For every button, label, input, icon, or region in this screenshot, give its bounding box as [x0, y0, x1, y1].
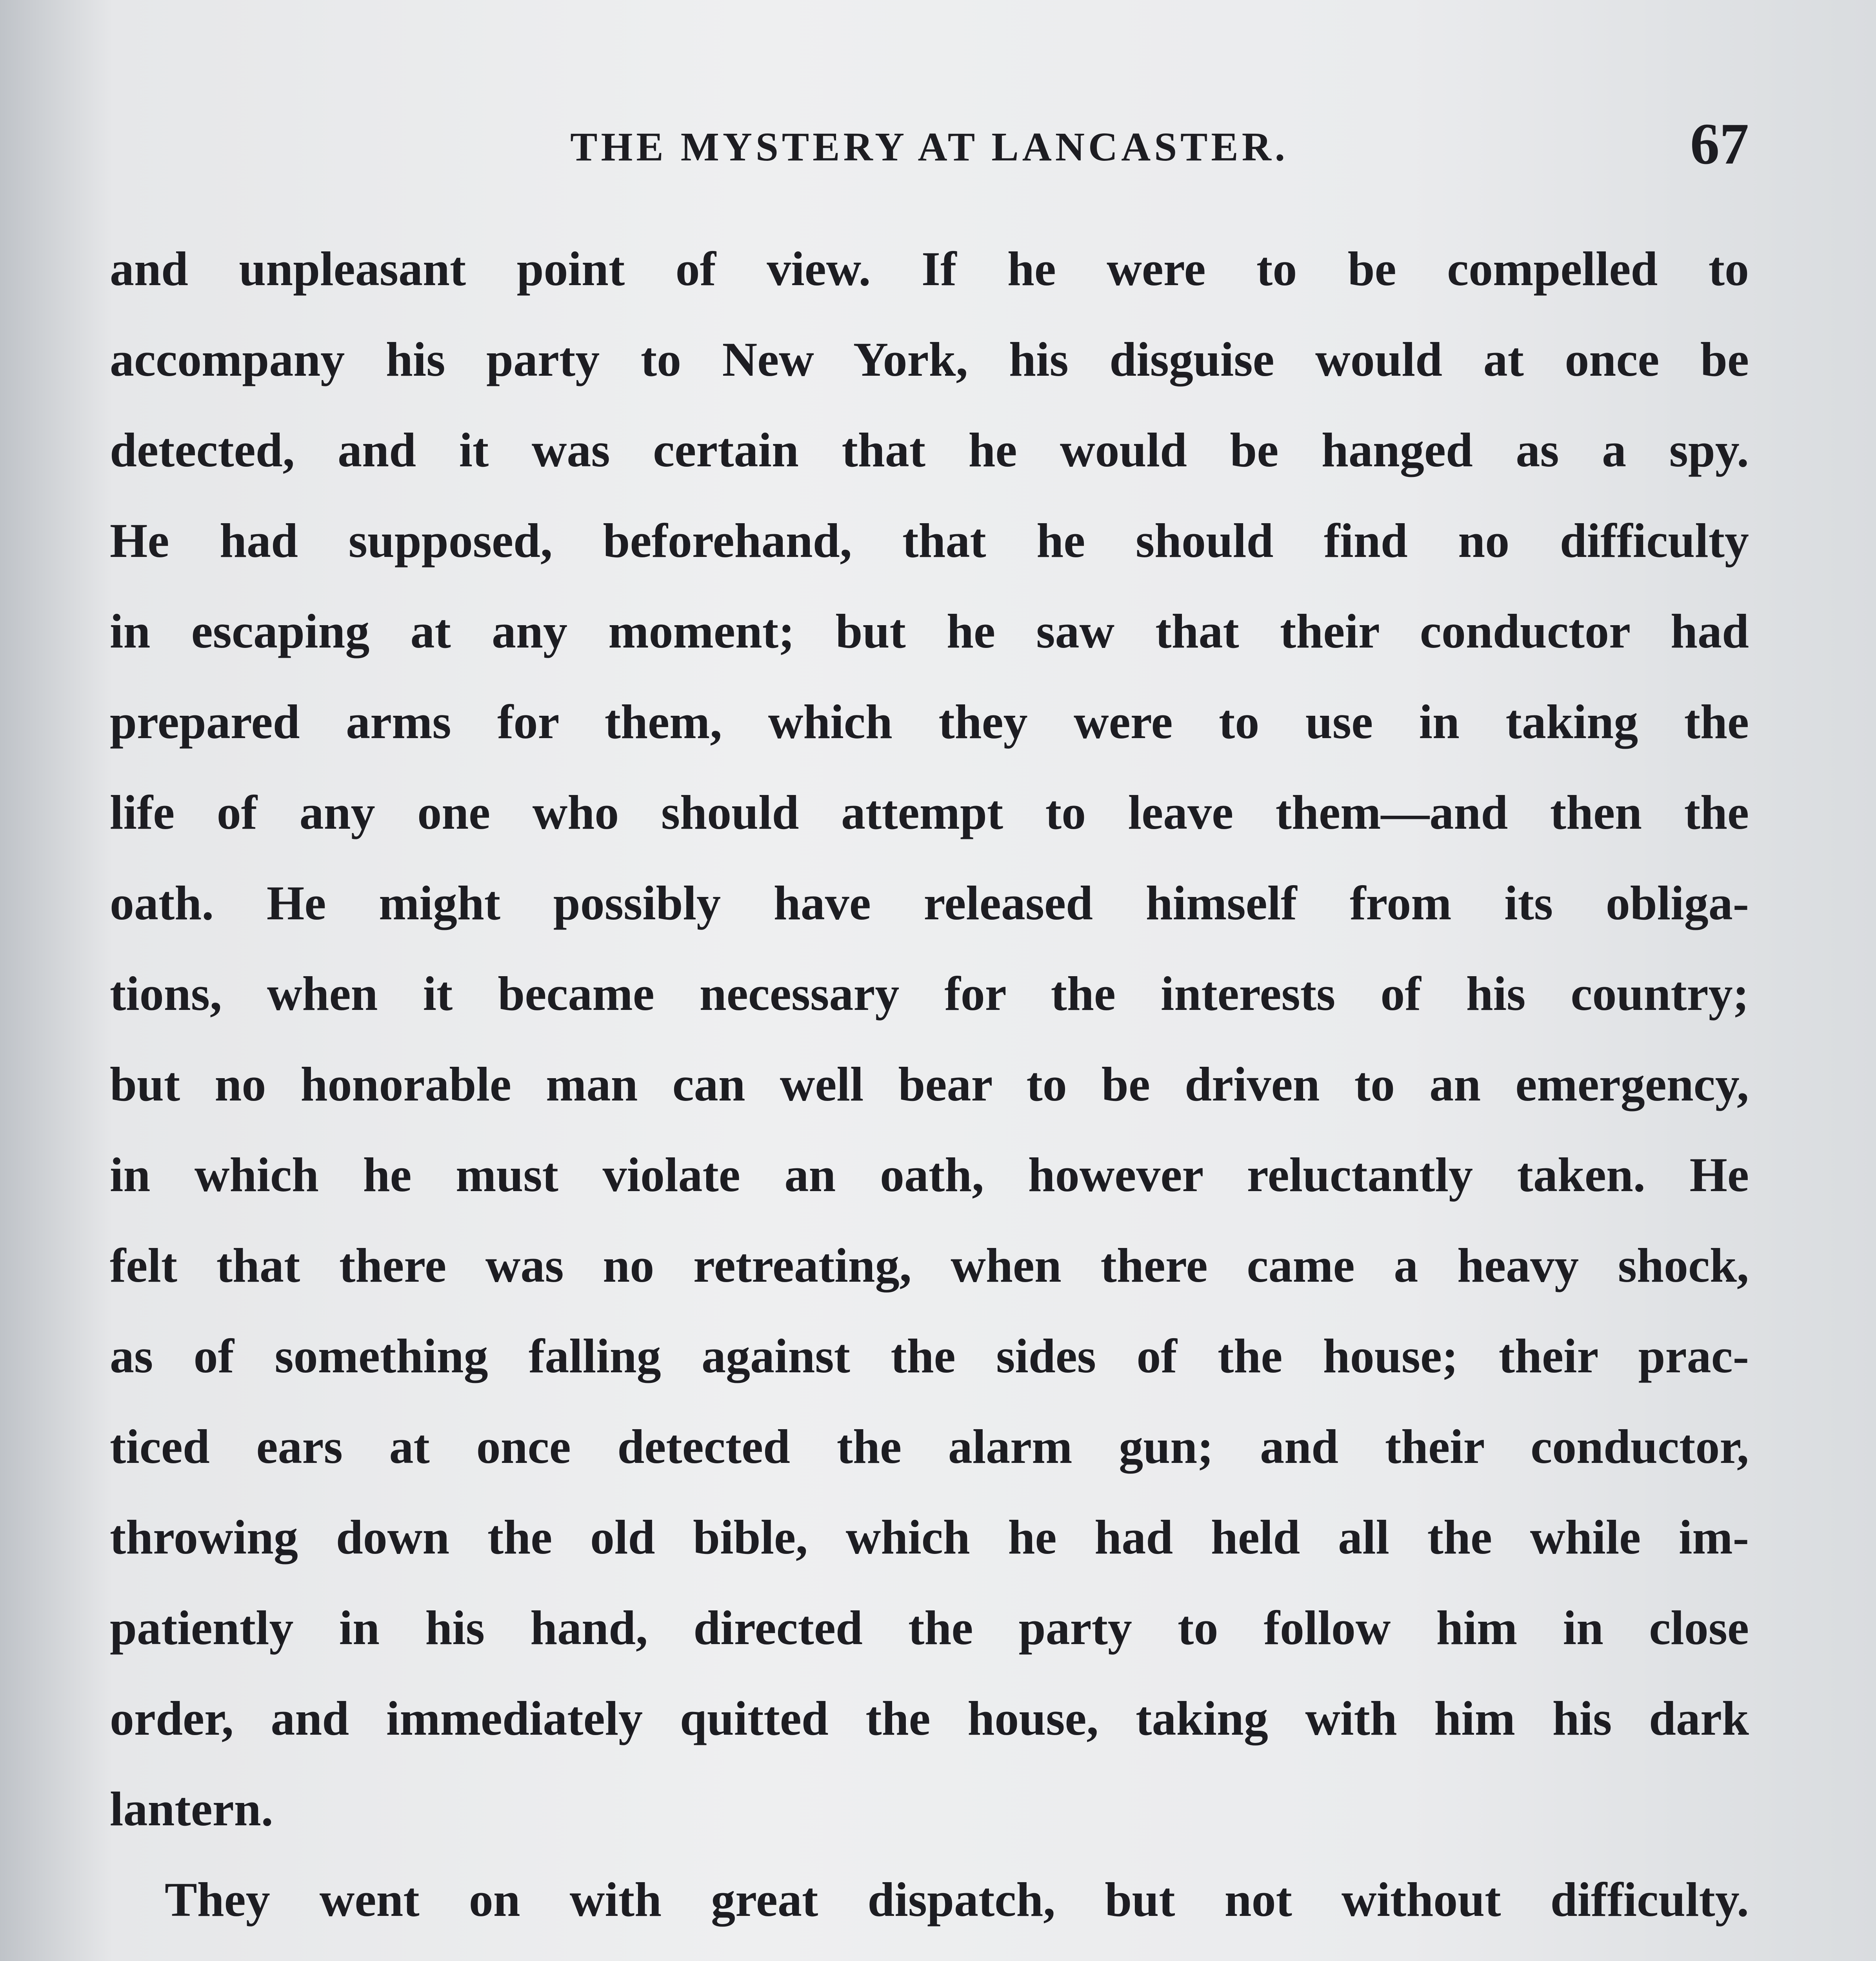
- page-number: 67: [1690, 111, 1749, 176]
- text-line: detected, and it was certain that he would be hanged as a spy.: [110, 423, 1749, 477]
- text-line: in which he must violate an oath, however reluctantly taken. He: [110, 1148, 1749, 1202]
- text-line: felt that there was no retreating, when there came a heavy shock,: [110, 1239, 1749, 1292]
- body-text: [110, 224, 1749, 1961]
- text-line: [110, 1945, 1749, 1961]
- text-line: They went on with great dispatch, but not without difficulty.: [165, 1873, 1749, 1926]
- running-title: THE MYSTERY AT LANCASTER.: [570, 124, 1289, 169]
- text-line: ticed ears at once detected the alarm gun; and their conductor,: [110, 1420, 1749, 1473]
- text-line: life of any one who should attempt to leave them—and then the: [110, 786, 1749, 839]
- text-line: throwing down the old bible, which he had held all the while im-: [110, 1510, 1749, 1564]
- text-line: order, and immediately quitted the house, taking with him his dark: [110, 1692, 1749, 1745]
- text-line: oath. He might possibly have released himself from its obliga-: [110, 876, 1749, 930]
- text-line: accompany his party to New York, his disguise would at once be: [110, 333, 1749, 386]
- text-line: as of something falling against the sides of the house; their prac-: [110, 1329, 1749, 1383]
- text-line: tions, when it became necessary for the interests of his country;: [110, 967, 1749, 1021]
- text-line: in escaping at any moment; but he saw that their conductor had: [110, 604, 1749, 658]
- text-line: but no honorable man can well bear to be driven to an emergency,: [110, 1057, 1749, 1111]
- text-line: prepared arms for them, which they were to use in taking the: [110, 695, 1749, 749]
- text-line: lantern.: [110, 1782, 273, 1836]
- text-line: He had supposed, beforehand, that he should find no difficulty: [110, 514, 1749, 568]
- text-line: patiently in his hand, directed the party to follow him in close: [110, 1601, 1749, 1655]
- running-header: [110, 111, 1749, 176]
- text-line: and unpleasant point of view. If he were to be compelled to: [110, 242, 1749, 296]
